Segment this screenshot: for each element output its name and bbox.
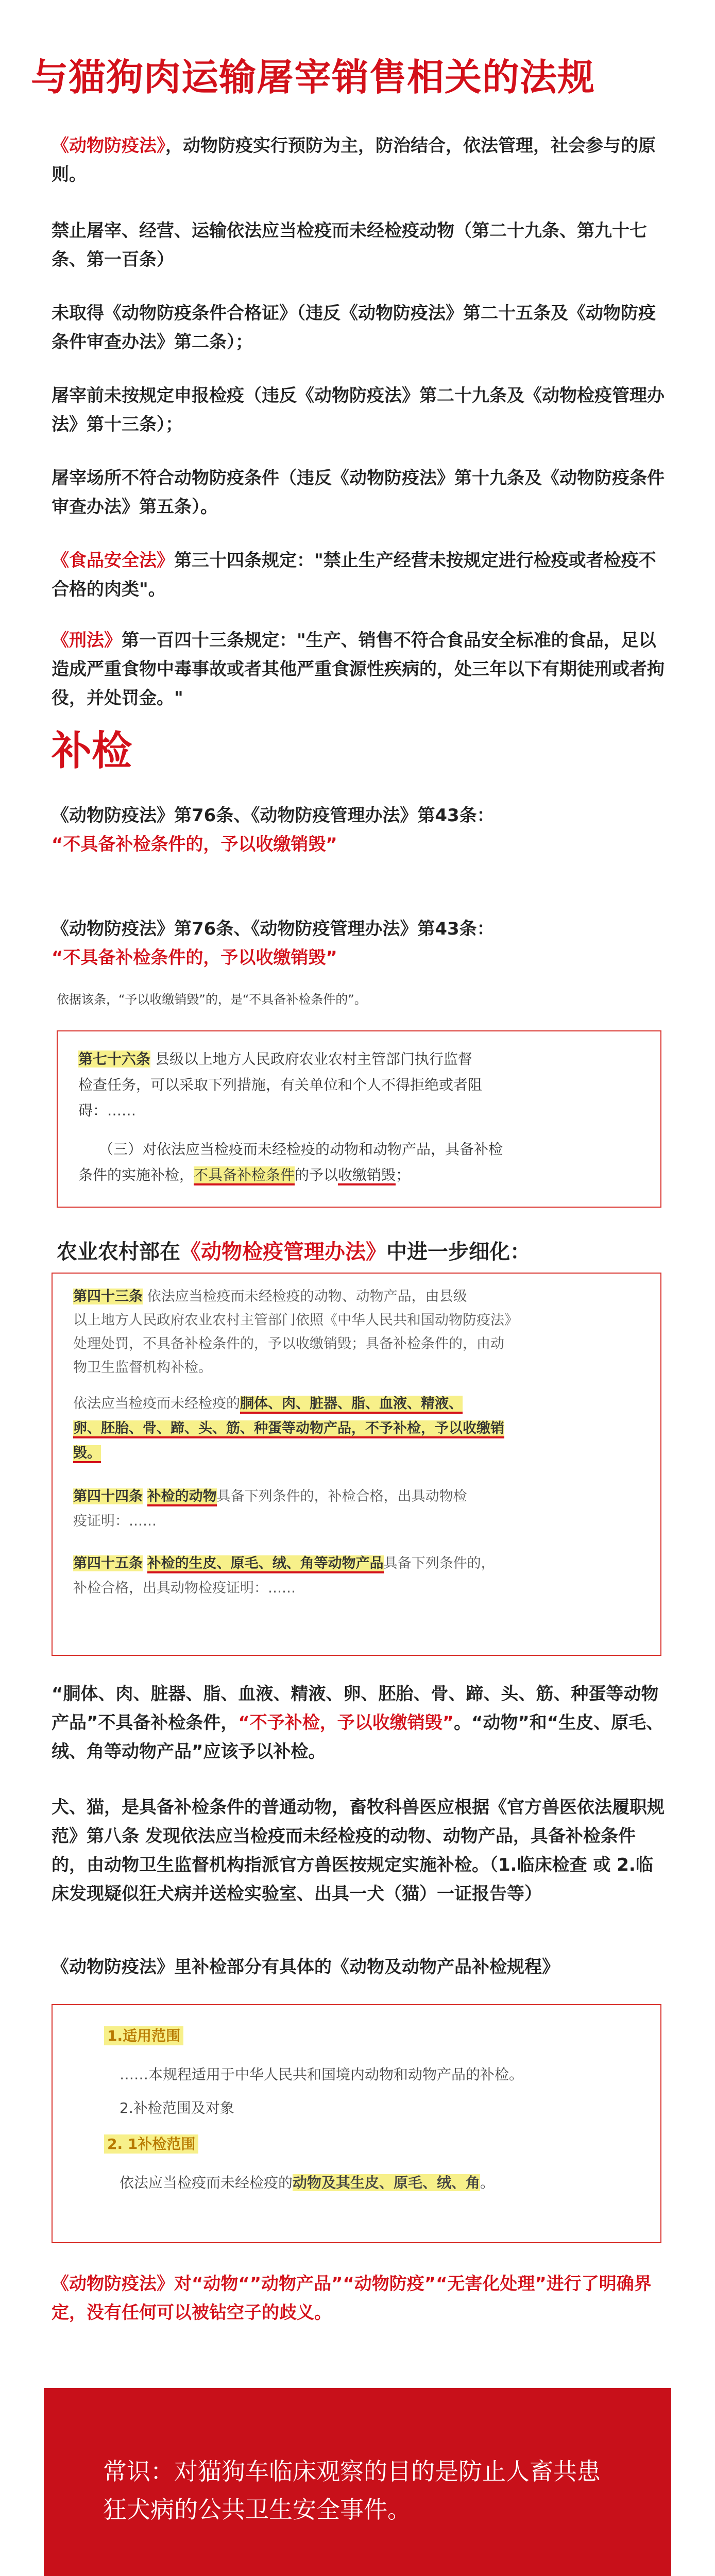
art76-l5-c: ； (396, 1166, 411, 1183)
art76-l5-underline: 收缴销毁 (338, 1166, 396, 1185)
art43-line-1 (73, 1285, 640, 1309)
explain-paragraph-1 (52, 1680, 670, 1766)
art76-line-4: （三）对依法应当检疫而未经检疫的动物和动物产品，具备补检 (99, 1141, 503, 1158)
art43-label: 第四十三条 (73, 1289, 143, 1304)
art76-l5-highlight: 不具备补检条件 (194, 1166, 295, 1185)
rule-2-1-tag: 2. 1补检范围 (104, 2134, 198, 2154)
intro-paragraph-2: 禁止屠宰、经营、运输依法应当检疫而未经检疫动物（第二十九条、第九十七条、第一百条） (52, 221, 647, 270)
art76-l5-a: 条件的实施补检， (78, 1166, 194, 1183)
intro-paragraph-4: 屠宰前未按规定申报检疫（违反《动物防疫法》第二十九条及《动物检疫管理办法》第十三条）； (52, 385, 665, 435)
art76-line-1-text: 县级以上地方人民政府农业农村主管部门执行监督 (150, 1050, 472, 1067)
art43-l1: 依法应当检疫而未经检疫的动物、动物产品，由县级 (143, 1289, 467, 1304)
law-name-criminal: 《刑法》 (52, 630, 122, 651)
food-safety-text: 第三十四条规定："禁止生产经营未按规定进行检疫或者检疫不合格的肉类"。 (52, 550, 656, 600)
intro-text-1: ，动物防疫实行预防为主，防治结合，依法管理，社会参与的原则。 (52, 135, 656, 185)
art44-l8a (143, 1488, 147, 1504)
rule-section-1-text: ……本规程适用于中华人民共和国境内动物和动物产品的补检。 (120, 2066, 524, 2083)
explain-p1-b: 。“动物”和“生皮、原毛、绒、角等动物产品”应该予以补检。 (52, 1713, 664, 1762)
citation-2 (52, 914, 670, 972)
rule-2-1-highlight: 动物及其生皮、原毛、绒、角 (293, 2174, 481, 2191)
criminal-law-text: 第一百四十三条规定："生产、销售不符合食品安全标准的食品，足以造成严重食物中毒事故或者其他严重食源性疾病的，处三年以下有期徒刑或者拘役，并处罚金。" (52, 630, 665, 708)
intro-paragraph-1 (52, 131, 670, 189)
art76-line-1 (78, 1047, 635, 1072)
rule-section-2: 2.补检范围及对象 (120, 2099, 234, 2116)
art44-line-1 (73, 1485, 640, 1509)
art45-line-1 (73, 1552, 640, 1575)
article-76-box (57, 1030, 661, 1208)
art76-line-2: 检查任务，可以采取下列措施，有关单位和个人不得拒绝或者阻 (78, 1076, 483, 1093)
art45-label: 第四十五条 (73, 1555, 143, 1571)
art43-line-6 (73, 1417, 640, 1440)
common-knowledge-1: 常识：对猫狗车临床观察的目的是防止人畜共患狂犬病的公共卫生安全事件。 (103, 2458, 601, 2523)
article-43-45-box (52, 1273, 661, 1656)
rule-2-1-b: 。 (480, 2174, 495, 2191)
citation-2-quote: “不具备补检条件的，予以收缴销毁” (52, 947, 337, 968)
supplementary-rules-box (52, 2004, 661, 2243)
section-heading-buqian: 补检 (52, 728, 132, 774)
art76-label: 第七十六条 (78, 1050, 151, 1067)
explain-paragraph-2: 犬、猫，是具备补检条件的普通动物，畜牧科兽医应根据《官方兽医依法履职规范》第八条 发现依法应当检疫而未经检疫的动物、动物产品，具备补检条件的，由动物卫生监督机构指派官方兽医按规定实施补检。（1.临床检查 或 2.临床发现疑似狂犬病并送检实验室、出具一犬（猫）一证报告等） (52, 1797, 665, 1904)
closing-statement: 《动物防疫法》对“动物“”动物产品”“动物防疫”“无害化处理”进行了明确界定，没有任何可以被钻空子的歧义。 (52, 2274, 652, 2323)
art45-highlight: 补检的生皮、原毛、绒、角等动物产品 (147, 1555, 384, 1573)
intro-paragraph-5: 屠宰场所不符合动物防疫条件（违反《动物防疫法》第十九条及《动物防疫条件审查办法》第五条）。 (52, 468, 665, 517)
rule-2-1-a: 依法应当检疫而未经检疫的 (120, 2174, 293, 2191)
art44-highlight: 补检的动物 (147, 1488, 217, 1506)
art43-l6: 卵、胚胎、骨、蹄、头、筋、种蛋等动物产品，不予补检，予以收缴销 (73, 1420, 504, 1438)
art43-line-3: 处理处罚，不具备补检条件的，予以收缴销毁；具备补检条件的，由动 (73, 1336, 504, 1352)
citation-1-quote: “不具备补检条件的，予以收缴销毁” (52, 834, 337, 855)
art43-line-4: 物卫生监督机构补检。 (73, 1360, 212, 1376)
art43-l5a: 依法应当检疫而未经检疫的 (73, 1396, 240, 1412)
art44-l8b: 具备下列条件的，补检合格，出具动物检 (216, 1488, 467, 1504)
art43-l7: 毁。 (73, 1445, 101, 1463)
citation-1 (52, 801, 670, 859)
art44-label: 第四十四条 (73, 1488, 143, 1504)
art45-l10b: 具备下列条件的， (383, 1555, 495, 1571)
citation-2-source: 《动物防疫法》第76条、《动物防疫管理办法》第43条： (52, 919, 495, 939)
rule-section-1 (104, 2026, 183, 2046)
ministry-law: 《动物检疫管理办法》 (180, 1240, 386, 1264)
explain-p1-a: “胴体、肉、脏器、脂、血液、精液、卵、胚胎、骨、蹄、头、筋、种蛋等动物产品”不具备补检条件， (52, 1684, 659, 1733)
art76-l5-b: 的予以 (295, 1166, 338, 1183)
intro-paragraph-food-safety (52, 546, 670, 604)
rule-section-2-1 (104, 2134, 198, 2155)
art43-line-5 (73, 1392, 640, 1416)
page-title: 与猫狗肉运输屠宰销售相关的法规 (31, 56, 595, 99)
law-name-food-safety: 《食品安全法》 (52, 550, 174, 571)
rule-section-2-1-text (120, 2173, 495, 2193)
art76-line-5 (78, 1163, 635, 1188)
intro-paragraph-criminal-law (52, 626, 670, 713)
art43-l5b: 胴体、肉、脏器、脂、血液、精液、 (240, 1396, 463, 1414)
art43-line-7 (73, 1442, 640, 1465)
art45-l10a (143, 1555, 147, 1571)
art45-line-2: 补检合格，出具动物检疫证明：…… (73, 1580, 296, 1596)
ministry-post: 中进一步细化： (386, 1240, 531, 1264)
explain-p1-red: “不予补检，予以收缴销毁” (238, 1713, 454, 1733)
ministry-heading (57, 1235, 531, 1265)
ministry-pre: 农业农村部在 (57, 1240, 180, 1264)
citation-1-source: 《动物防疫法》第76条、《动物防疫管理办法》第43条： (52, 805, 495, 826)
citation-note: 依据该条，“予以收缴销毁”的，是“不具备补检条件的”。 (57, 992, 367, 1007)
law-name-animal-epidemic: 《动物防疫法》 (52, 135, 165, 156)
intro-paragraph-3: 未取得《动物防疫条件合格证》（违反《动物防疫法》第二十五条及《动物防疫条件审查办法》第二条）； (52, 303, 656, 352)
art43-line-2: 以上地方人民政府农业农村主管部门依照《中华人民共和国动物防疫法》 (73, 1312, 518, 1328)
explain-paragraph-3: 《动物防疫法》里补检部分有具体的《动物及动物产品补检规程》 (52, 1957, 559, 1977)
art76-line-3: 碍：…… (78, 1102, 137, 1119)
rule-1-tag: 1.适用范围 (104, 2026, 183, 2045)
art44-line-2: 疫证明：…… (73, 1513, 157, 1529)
